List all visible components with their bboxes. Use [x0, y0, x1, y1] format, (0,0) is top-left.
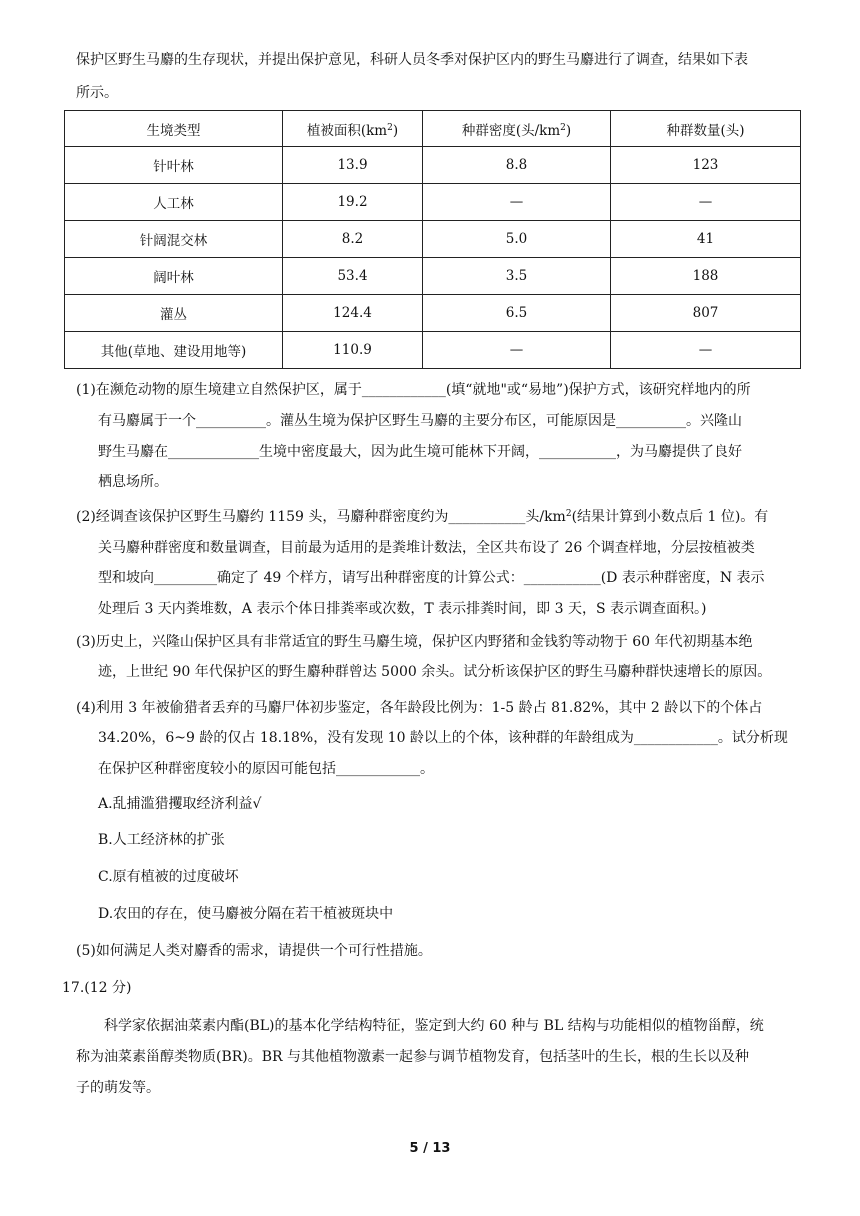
- q1-line-2: 有马麝属于一个__________。灌丛生境为保护区野生马麝的主要分布区，可能原因是__________。兴隆山: [98, 413, 742, 429]
- table-cell: 41: [611, 221, 801, 258]
- q17-heading: 17.(12 分): [62, 980, 132, 996]
- table-cell: 其他(草地、建设用地等): [65, 332, 283, 369]
- table-cell: 188: [611, 258, 801, 295]
- table-cell: 13.9: [283, 147, 423, 184]
- q4-line-2: 34.20%，6~9 龄的仅占 18.18%，没有发现 10 龄以上的个体，该种群的年龄组成为____________。试分析现: [98, 730, 788, 746]
- table-cell: 8.2: [283, 221, 423, 258]
- table-cell: 110.9: [283, 332, 423, 369]
- table-cell: 5.0: [423, 221, 611, 258]
- table-cell: 19.2: [283, 184, 423, 221]
- q1-line-1: (1)在濒危动物的原生境建立自然保护区，属于____________(填“就地"或“易地”)保护方式，该研究样地内的所: [76, 382, 751, 398]
- q2-line-4: 处理后 3 天内粪堆数，A 表示个体日排粪率或次数，T 表示排粪时间，即 3 天，S 表示调查面积。): [98, 601, 707, 617]
- table-row: [65, 184, 801, 221]
- table-cell: 针阔混交林: [65, 221, 283, 258]
- table-row: [65, 332, 801, 369]
- table-row: [65, 258, 801, 295]
- q2-line-3: 型和坡向_________确定了 49 个样方，请写出种群密度的计算公式：___________(D 表示种群密度，N 表示: [98, 570, 765, 586]
- table-cell: 3.5: [423, 258, 611, 295]
- q17-line-1: 科学家依据油菜素内酯(BL)的基本化学结构特征，鉴定到大约 60 种与 BL 结构与功能相似的植物甾醇，统: [104, 1018, 764, 1034]
- table-cell: 灌丛: [65, 295, 283, 332]
- header-area: 植被面积$(km^2)$: [283, 111, 423, 147]
- table-cell: 807: [611, 295, 801, 332]
- option-a: A.乱捕滥猎攫取经济利益√: [98, 796, 262, 812]
- option-c: C.原有植被的过度破坏: [98, 869, 239, 885]
- table-row: [65, 221, 801, 258]
- header-count: 种群数量(头): [611, 111, 801, 147]
- table-cell: 人工林: [65, 184, 283, 221]
- table-cell: 124.4: [283, 295, 423, 332]
- table-cell: —: [611, 184, 801, 221]
- q4-line-3: 在保护区种群密度较小的原因可能包括____________。: [98, 761, 434, 777]
- intro-line-2: 所示。: [76, 85, 118, 101]
- q1-line-4: 栖息场所。: [98, 474, 168, 490]
- table-cell: —: [423, 184, 611, 221]
- q3-line-1: (3)历史上，兴隆山保护区具有非常适宜的野生马麝生境，保护区内野猪和金钱豹等动物于 60 年代初期基本绝: [76, 634, 753, 650]
- table-cell: 阔叶林: [65, 258, 283, 295]
- table-cell: 针叶林: [65, 147, 283, 184]
- q5-line: (5)如何满足人类对麝香的需求，请提供一个可行性措施。: [76, 943, 432, 959]
- table-header-row: [65, 111, 801, 147]
- table-cell: 6.5: [423, 295, 611, 332]
- table-cell: —: [611, 332, 801, 369]
- q2-line-2: 关马麝种群密度和数量调查，目前最为适用的是粪堆计数法，全区共布设了 26 个调查样地，分层按植被类: [98, 540, 755, 556]
- option-d: D.农田的存在，使马麝被分隔在若干植被斑块中: [98, 906, 394, 922]
- table-row: [65, 147, 801, 184]
- q4-line-1: (4)利用 3 年被偷猎者丢弃的马麝尸体初步鉴定，各年龄段比例为：1-5 龄占 81.82%，其中 2 龄以下的个体占: [76, 700, 763, 716]
- q1-line-3: 野生马麝在_____________生境中密度最大，因为此生境可能林下开阔，___________，为马麝提供了良好: [98, 444, 742, 460]
- intro-line-1: 保护区野生马麝的生存现状，并提出保护意见，科研人员冬季对保护区内的野生马麝进行了调查，结果如下表: [76, 52, 748, 68]
- header-habitat: 生境类型: [65, 111, 283, 147]
- table-cell: 53.4: [283, 258, 423, 295]
- habitat-table: [64, 110, 801, 369]
- table-row: [65, 295, 801, 332]
- table-cell: 123: [611, 147, 801, 184]
- table-cell: —: [423, 332, 611, 369]
- header-density: 种群密度(头$/km^2$): [423, 111, 611, 147]
- q2-line-1: (2)经调查该保护区野生马麝约 1159 头，马麝种群密度约为___________头$/km^2$(结果计算到小数点后 1 位)。有: [76, 509, 769, 525]
- q3-line-2: 迹，上世纪 90 年代保护区的野生麝种群曾达 5000 余头。试分析该保护区的野生马麝种群快速增长的原因。: [98, 664, 772, 680]
- q17-line-2: 称为油菜素甾醇类物质(BR)。BR 与其他植物激素一起参与调节植物发育，包括茎叶的生长，根的生长以及种: [76, 1049, 750, 1065]
- q17-line-3: 子的萌发等。: [76, 1080, 160, 1096]
- table-cell: 8.8: [423, 147, 611, 184]
- option-b: B.人工经济林的扩张: [98, 832, 225, 848]
- page-number: 5 / 13: [409, 1141, 451, 1156]
